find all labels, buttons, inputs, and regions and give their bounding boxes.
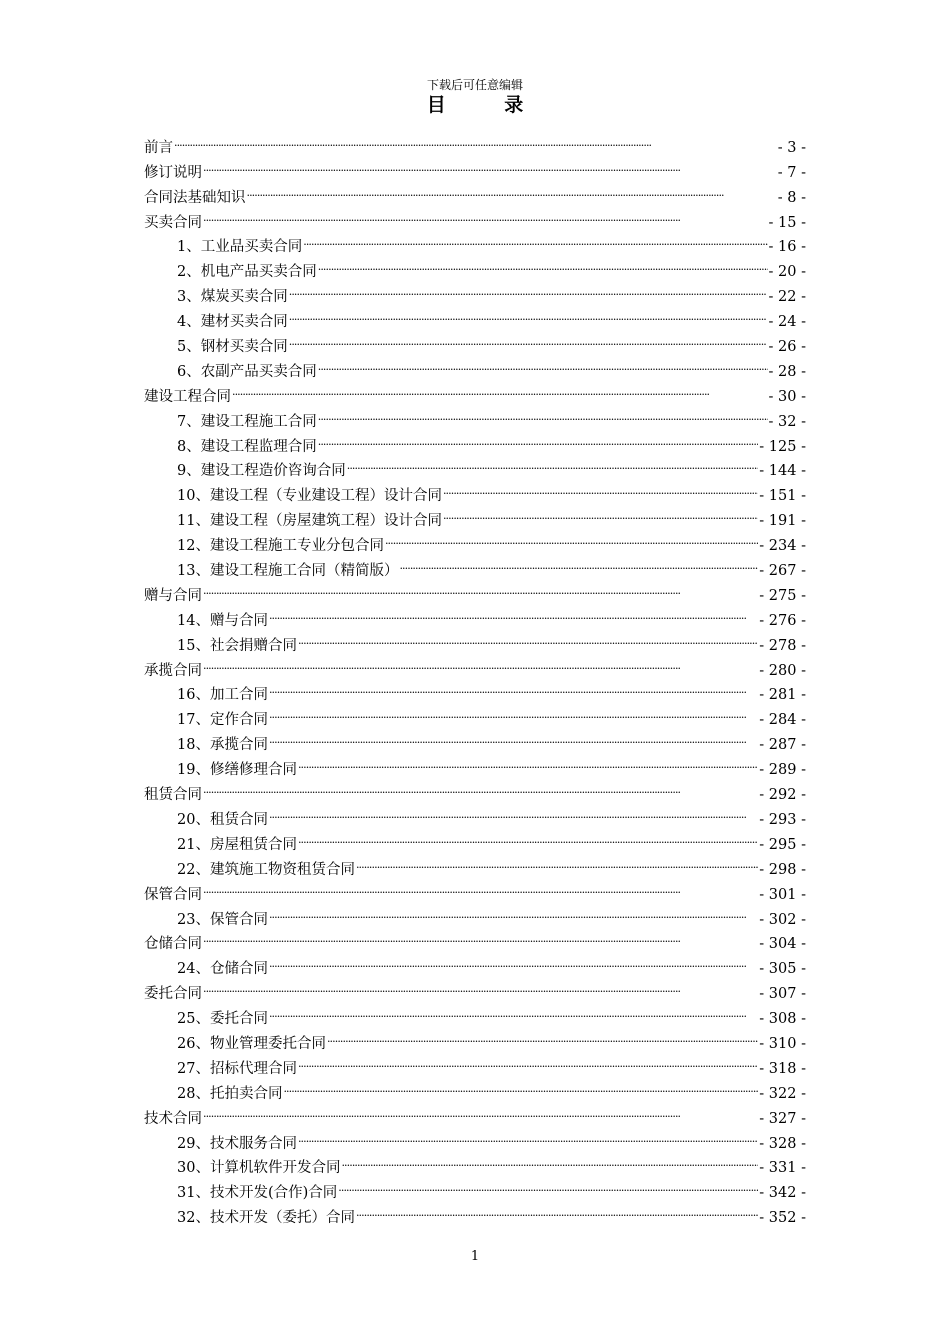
page-number: 1 bbox=[470, 1249, 480, 1264]
toc-entry[interactable] bbox=[144, 600, 806, 629]
toc-entry-page: - 318 - bbox=[759, 1060, 806, 1077]
toc-dot-leader bbox=[443, 475, 758, 500]
toc-entry-page: - 20 - bbox=[768, 264, 806, 281]
toc-entry-page: - 287 - bbox=[759, 737, 806, 754]
toc-entry[interactable] bbox=[144, 127, 806, 156]
toc-entry-label: 合同法基础知识 bbox=[144, 189, 246, 206]
toc-entry[interactable] bbox=[144, 1098, 806, 1127]
toc-dot-leader bbox=[385, 525, 758, 550]
toc-dot-leader bbox=[347, 451, 759, 476]
toc-dot-leader bbox=[232, 376, 768, 401]
toc-dot-leader bbox=[289, 326, 768, 351]
toc-entry-page: - 30 - bbox=[768, 388, 806, 405]
toc-entry[interactable] bbox=[144, 401, 806, 430]
toc-dot-leader bbox=[174, 127, 777, 152]
toc-dot-leader bbox=[269, 600, 758, 625]
toc-entry[interactable] bbox=[144, 998, 806, 1028]
toc-entry-page: - 327 - bbox=[759, 1110, 806, 1127]
toc-entry-label: 修订说明 bbox=[144, 164, 202, 181]
toc-entry-label: 24、仓储合同 bbox=[177, 961, 268, 978]
toc-entry-label: 1、工业品买卖合同 bbox=[177, 239, 303, 256]
toc-entry-page: - 16 - bbox=[768, 239, 806, 256]
toc-entry[interactable] bbox=[144, 973, 806, 1003]
toc-entry[interactable] bbox=[144, 376, 806, 405]
toc-entry-page: - 352 - bbox=[759, 1210, 806, 1227]
toc-entry-page: - 284 - bbox=[759, 712, 806, 729]
toc-entry-page: - 307 - bbox=[759, 986, 806, 1003]
toc-entry-label: 29、技术服务合同 bbox=[177, 1135, 297, 1152]
toc-dot-leader bbox=[283, 1073, 758, 1098]
toc-dot-leader bbox=[341, 1148, 758, 1173]
toc-entry[interactable] bbox=[144, 948, 806, 978]
toc-entry-page: - 267 - bbox=[759, 563, 806, 580]
toc-entry-label: 9、建设工程造价咨询合同 bbox=[177, 463, 346, 480]
toc-dot-leader bbox=[356, 1197, 758, 1222]
toc-entry-label: 5、钢材买卖合同 bbox=[177, 339, 288, 356]
toc-entry-page: - 7 - bbox=[777, 164, 806, 181]
toc-dot-leader bbox=[269, 699, 758, 724]
toc-entry[interactable] bbox=[144, 177, 806, 206]
toc-entry-page: - 278 - bbox=[759, 637, 806, 654]
toc-entry-page: - 295 - bbox=[759, 836, 806, 853]
toc-dot-leader bbox=[269, 675, 758, 700]
toc-entry-page: - 15 - bbox=[768, 214, 806, 231]
toc-dot-leader bbox=[203, 650, 758, 675]
toc-dot-leader bbox=[298, 625, 758, 650]
toc-entry[interactable] bbox=[144, 874, 806, 903]
toc-dot-leader bbox=[203, 973, 758, 998]
toc-entry-page: - 305 - bbox=[759, 961, 806, 978]
toc-dot-leader bbox=[269, 998, 758, 1023]
toc-dot-leader bbox=[318, 401, 768, 426]
toc-entry-page: - 308 - bbox=[759, 1011, 806, 1028]
toc-entry-label: 委托合同 bbox=[144, 986, 202, 1003]
toc-dot-leader bbox=[327, 1023, 758, 1048]
toc-entry[interactable] bbox=[144, 152, 806, 181]
toc-entry-page: - 331 - bbox=[759, 1160, 806, 1177]
toc-dot-leader bbox=[269, 899, 758, 924]
toc-entry-label: 20、租赁合同 bbox=[177, 811, 268, 828]
toc-entry-page: - 292 - bbox=[759, 787, 806, 804]
toc-dot-leader bbox=[443, 500, 758, 525]
toc-entry-label: 8、建设工程监理合同 bbox=[177, 438, 317, 455]
toc-entry-label: 27、招标代理合同 bbox=[177, 1060, 297, 1077]
toc-dot-leader bbox=[203, 202, 768, 227]
toc-dot-leader bbox=[298, 1048, 758, 1073]
toc-entry-label: 承揽合同 bbox=[144, 662, 202, 679]
toc-dot-leader bbox=[203, 774, 758, 799]
toc-entry-label: 仓储合同 bbox=[144, 936, 202, 953]
toc-dot-leader bbox=[203, 575, 758, 600]
toc-entry-label: 18、承揽合同 bbox=[177, 737, 268, 754]
header-note: 下载后可任意编辑 bbox=[426, 78, 523, 92]
toc-entry-page: - 144 - bbox=[759, 463, 806, 480]
toc-entry-label: 28、托拍卖合同 bbox=[177, 1085, 283, 1102]
toc-entry-label: 22、建筑施工物资租赁合同 bbox=[177, 861, 355, 878]
toc-dot-leader bbox=[298, 749, 758, 774]
toc-entry-page: - 342 - bbox=[759, 1185, 806, 1202]
toc-dot-leader bbox=[269, 948, 758, 973]
toc-entry-page: - 26 - bbox=[768, 339, 806, 356]
toc-dot-leader bbox=[247, 177, 777, 202]
toc-entry-label: 16、加工合同 bbox=[177, 687, 268, 704]
toc-dot-leader bbox=[203, 924, 758, 949]
toc-entry[interactable] bbox=[144, 202, 806, 231]
toc-entry-label: 2、机电产品买卖合同 bbox=[177, 264, 317, 281]
toc-entry-page: - 301 - bbox=[759, 886, 806, 903]
toc-entry-label: 买卖合同 bbox=[144, 214, 202, 231]
toc-entry-page: - 3 - bbox=[777, 139, 806, 156]
toc-entry-label: 30、计算机软件开发合同 bbox=[177, 1160, 341, 1177]
toc-entry-label: 7、建设工程施工合同 bbox=[177, 413, 317, 430]
toc-entry-page: - 28 - bbox=[768, 363, 806, 380]
toc-dot-leader bbox=[289, 276, 768, 301]
toc-entry-page: - 191 - bbox=[759, 513, 806, 530]
toc-dot-leader bbox=[269, 724, 758, 749]
toc-entry-page: - 289 - bbox=[759, 762, 806, 779]
toc-entry-label: 19、修缮修理合同 bbox=[177, 762, 297, 779]
toc-dot-leader bbox=[399, 550, 758, 575]
toc-entry-page: - 24 - bbox=[768, 314, 806, 331]
toc-entry-page: - 280 - bbox=[759, 662, 806, 679]
toc-entry-page: - 8 - bbox=[777, 189, 806, 206]
toc-entry-page: - 281 - bbox=[759, 687, 806, 704]
toc-entry-page: - 322 - bbox=[759, 1085, 806, 1102]
toc-entry-page: - 151 - bbox=[759, 488, 806, 505]
toc-entry[interactable] bbox=[144, 575, 806, 604]
toc-entry[interactable] bbox=[144, 227, 806, 256]
toc-dot-leader bbox=[269, 799, 758, 824]
toc-dot-leader bbox=[338, 1172, 758, 1197]
toc-entry-page: - 302 - bbox=[759, 911, 806, 928]
toc-entry-label: 26、物业管理委托合同 bbox=[177, 1035, 326, 1052]
toc-dot-leader bbox=[203, 874, 758, 899]
toc-entry-label: 17、定作合同 bbox=[177, 712, 268, 729]
toc-entry-page: - 275 - bbox=[759, 587, 806, 604]
toc-entry-label: 11、建设工程（房屋建筑工程）设计合同 bbox=[177, 513, 442, 530]
toc-entry-label: 31、技术开发(合作)合同 bbox=[177, 1185, 338, 1202]
toc-entry-label: 13、建设工程施工合同（精简版） bbox=[177, 563, 399, 580]
toc-entry-label: 租赁合同 bbox=[144, 787, 202, 804]
toc-entry-page: - 304 - bbox=[759, 936, 806, 953]
toc-dot-leader bbox=[318, 251, 768, 276]
toc-entry[interactable] bbox=[144, 1123, 806, 1152]
toc-entry-page: - 32 - bbox=[768, 413, 806, 430]
toc-entry-label: 14、赠与合同 bbox=[177, 612, 268, 629]
toc-entry-label: 15、社会捐赠合同 bbox=[177, 637, 297, 654]
toc-dot-leader bbox=[289, 301, 768, 326]
toc-entry-label: 21、房屋租赁合同 bbox=[177, 836, 297, 853]
toc-entry-page: - 293 - bbox=[759, 811, 806, 828]
toc-dot-leader bbox=[298, 1123, 758, 1148]
toc-entry[interactable] bbox=[144, 675, 806, 704]
toc-entry[interactable] bbox=[144, 924, 806, 953]
toc-entry-label: 25、委托合同 bbox=[177, 1011, 268, 1028]
toc-entry-page: - 125 - bbox=[759, 438, 806, 455]
toc-entry-label: 建设工程合同 bbox=[144, 388, 231, 405]
toc-dot-leader bbox=[356, 849, 758, 874]
table-of-contents bbox=[144, 127, 806, 1227]
toc-entry-label: 3、煤炭买卖合同 bbox=[177, 289, 288, 306]
toc-entry-label: 技术合同 bbox=[144, 1110, 202, 1127]
toc-dot-leader bbox=[203, 1098, 758, 1123]
toc-dot-leader bbox=[303, 227, 767, 252]
toc-entry-page: - 22 - bbox=[768, 289, 806, 306]
toc-dot-leader bbox=[318, 426, 759, 451]
toc-entry[interactable] bbox=[144, 799, 806, 828]
toc-entry-page: - 234 - bbox=[759, 538, 806, 555]
toc-entry-label: 10、建设工程（专业建设工程）设计合同 bbox=[177, 488, 442, 505]
toc-entry-label: 23、保管合同 bbox=[177, 911, 268, 928]
toc-title: 目 录 bbox=[426, 94, 550, 116]
toc-dot-leader bbox=[298, 824, 758, 849]
toc-entry-page: - 328 - bbox=[759, 1135, 806, 1152]
toc-entry-page: - 276 - bbox=[759, 612, 806, 629]
toc-entry-label: 32、技术开发（委托）合同 bbox=[177, 1210, 355, 1227]
toc-entry[interactable] bbox=[144, 774, 806, 804]
toc-entry-label: 前言 bbox=[144, 139, 173, 156]
toc-entry[interactable] bbox=[144, 650, 806, 679]
toc-entry-page: - 310 - bbox=[759, 1035, 806, 1052]
toc-entry-label: 赠与合同 bbox=[144, 587, 202, 604]
toc-entry[interactable] bbox=[144, 899, 806, 928]
toc-dot-leader bbox=[318, 351, 768, 376]
toc-entry-label: 12、建设工程施工专业分包合同 bbox=[177, 538, 384, 555]
toc-entry-label: 保管合同 bbox=[144, 886, 202, 903]
toc-dot-leader bbox=[203, 152, 777, 177]
toc-entry-label: 4、建材买卖合同 bbox=[177, 314, 288, 331]
toc-entry-label: 6、农副产品买卖合同 bbox=[177, 363, 317, 380]
toc-entry-page: - 298 - bbox=[759, 861, 806, 878]
